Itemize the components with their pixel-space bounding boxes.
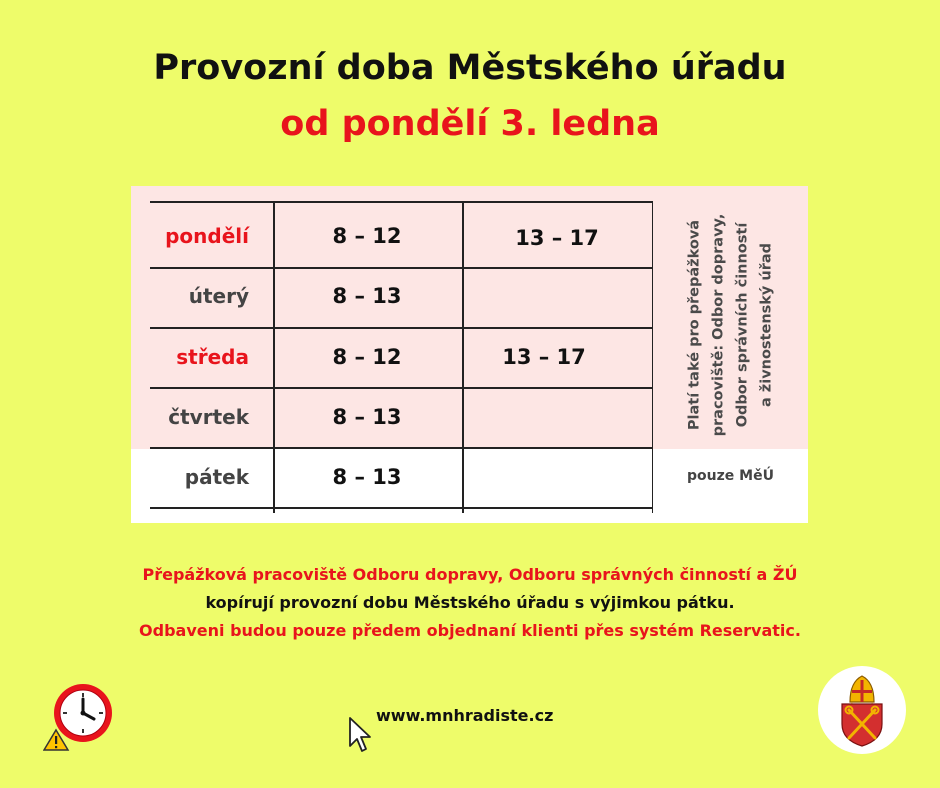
side-note bbox=[653, 201, 808, 449]
row-divider bbox=[150, 387, 652, 389]
day-label: pondělí bbox=[165, 224, 249, 248]
schedule-table bbox=[131, 186, 808, 523]
afternoon-hours: 13 – 17 bbox=[515, 226, 599, 250]
info-line: Přepážková pracoviště Odboru dopravy, Odboru správných činností a ŽÚ bbox=[142, 565, 798, 584]
friday-note: pouze MěÚ bbox=[687, 468, 774, 484]
row-divider bbox=[150, 327, 652, 329]
row-divider bbox=[150, 447, 652, 449]
side-note-line: a živnostenský úřad bbox=[758, 242, 775, 408]
row-divider bbox=[150, 507, 652, 509]
pointer-cursor-icon bbox=[347, 716, 373, 758]
morning-hours: 8 – 12 bbox=[332, 224, 402, 248]
day-label: úterý bbox=[188, 284, 249, 308]
afternoon-hours: 13 – 17 bbox=[502, 345, 586, 369]
day-label: čtvrtek bbox=[168, 405, 249, 429]
row-divider bbox=[150, 201, 652, 203]
side-note-line: Platí také pro přepážková bbox=[686, 219, 703, 431]
row-divider bbox=[150, 267, 652, 269]
info-line: kopírují provozní dobu Městského úřadu s výjimkou pátku. bbox=[205, 593, 735, 612]
side-note-line: pracoviště: Odbor dopravy, bbox=[710, 213, 727, 437]
page-title: Provozní doba Městského úřadu bbox=[153, 48, 787, 88]
morning-hours: 8 – 12 bbox=[332, 345, 402, 369]
side-note-line: Odbor správních činností bbox=[734, 222, 751, 428]
morning-hours: 8 – 13 bbox=[332, 405, 402, 429]
page-subtitle: od pondělí 3. ledna bbox=[280, 104, 660, 144]
town-coat-of-arms-logo bbox=[818, 666, 906, 754]
morning-hours: 8 – 13 bbox=[332, 465, 402, 489]
info-line: Odbaveni budou pouze předem objednaní klienti přes systém Reservatic. bbox=[139, 621, 801, 640]
website-link[interactable]: www.mnhradiste.cz bbox=[376, 706, 554, 725]
day-label: středa bbox=[176, 345, 249, 369]
morning-hours: 8 – 13 bbox=[332, 284, 402, 308]
alarm-clock-icon bbox=[43, 683, 118, 755]
day-label: pátek bbox=[184, 465, 249, 489]
